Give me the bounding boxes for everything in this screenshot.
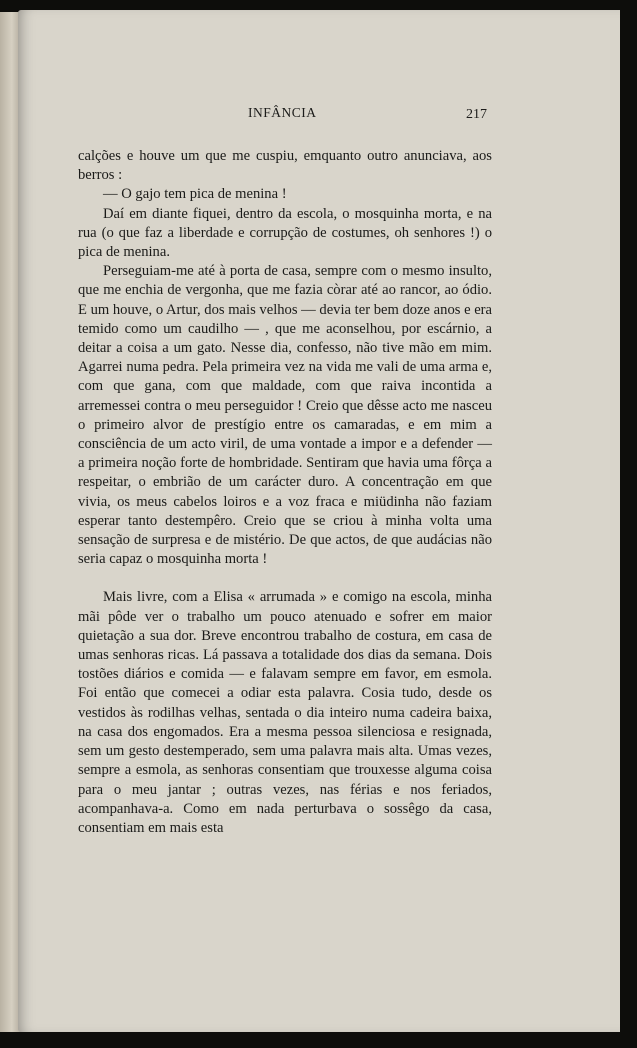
paragraph-2-dialogue: — O gajo tem pica de menina ! <box>103 186 287 203</box>
page-number: 217 <box>466 107 487 122</box>
body-text <box>78 147 492 838</box>
paragraph-5: Mais livre, com a Elisa « arrumada » e comigo na escola, minha mãi pôde ver o trabalho um pouco atenuado e sofrer em maior quietação a sua dor. Breve encontrou trabalho de costura, em casa de umas senhoras ricas. Lá passava a totalidade dos dias da semana. Dois tostões diários e comida — e falavam sempre em favor, em esmola. Foi então que comecei a odiar esta palavra. Cosia tudo, desde os vestidos às rodilhas velhas, sentada o dia inteiro numa cadeira baixa, na casa dos engomados. Era a mesma pessoa silenciosa e resignada, sem um gesto destemperado, sem uma palavra mais alta. Umas vezes, sempre a esmola, as senhoras consentiam que trouxesse alguma coisa para o meu jantar ; outras vezes, nas férias e nos feriados, acompanhava-a. Como em nada perturbava o sossêgo da casa, consentiam em mais esta <box>78 589 492 836</box>
paragraph-4: Perseguiam-me até à porta de casa, sempre com o mesmo insulto, que me enchia de vergonha, que me fazia còrar até ao rancor, ao ódio. E um houve, o Artur, dos mais velhos — devia ter bem doze anos e era temido como um caudilho — , que me aconselhou, por escárnio, a deitar a coisa a um gato. Nesse dia, confesso, não tive mão em mim. Agarrei numa pedra. Pela primeira vez na vida me vali de uma arma e, com que gana, com que maldade, com que raiva incontida a arremessei contra o meu perseguidor ! Creio que dêsse acto me nasceu o primeiro alvor de prestígio entre os camaradas, e em mim a consciência de um acto viril, de uma vontade a impor e a defender — a primeira noção forte de hombridade. Sentiram que havia uma fôrça a respeitar, o embrião de um carácter duro. A concentração em que vivia, os meus cabelos loiros e a voz fraca e miüdinha não faziam esperar tanto destempêro. Creio que se criou à minha volta uma sensação de surpresa e de mistério. De que actos, de que audácias não seria capaz o mosquinha morta ! <box>78 263 493 568</box>
paragraph-1: calções e houve um que me cuspiu, emquanto outro anunciava, aos berros : <box>78 148 492 184</box>
paragraph-3: Daí em diante fiquei, dentro da escola, o mosquinha morta, e na rua (o que faz a liberdade e corrupção de costumes, oh senhores !) o pica de menina. <box>78 205 492 261</box>
running-title: INFÂNCIA <box>248 105 317 120</box>
running-head <box>0 105 637 125</box>
